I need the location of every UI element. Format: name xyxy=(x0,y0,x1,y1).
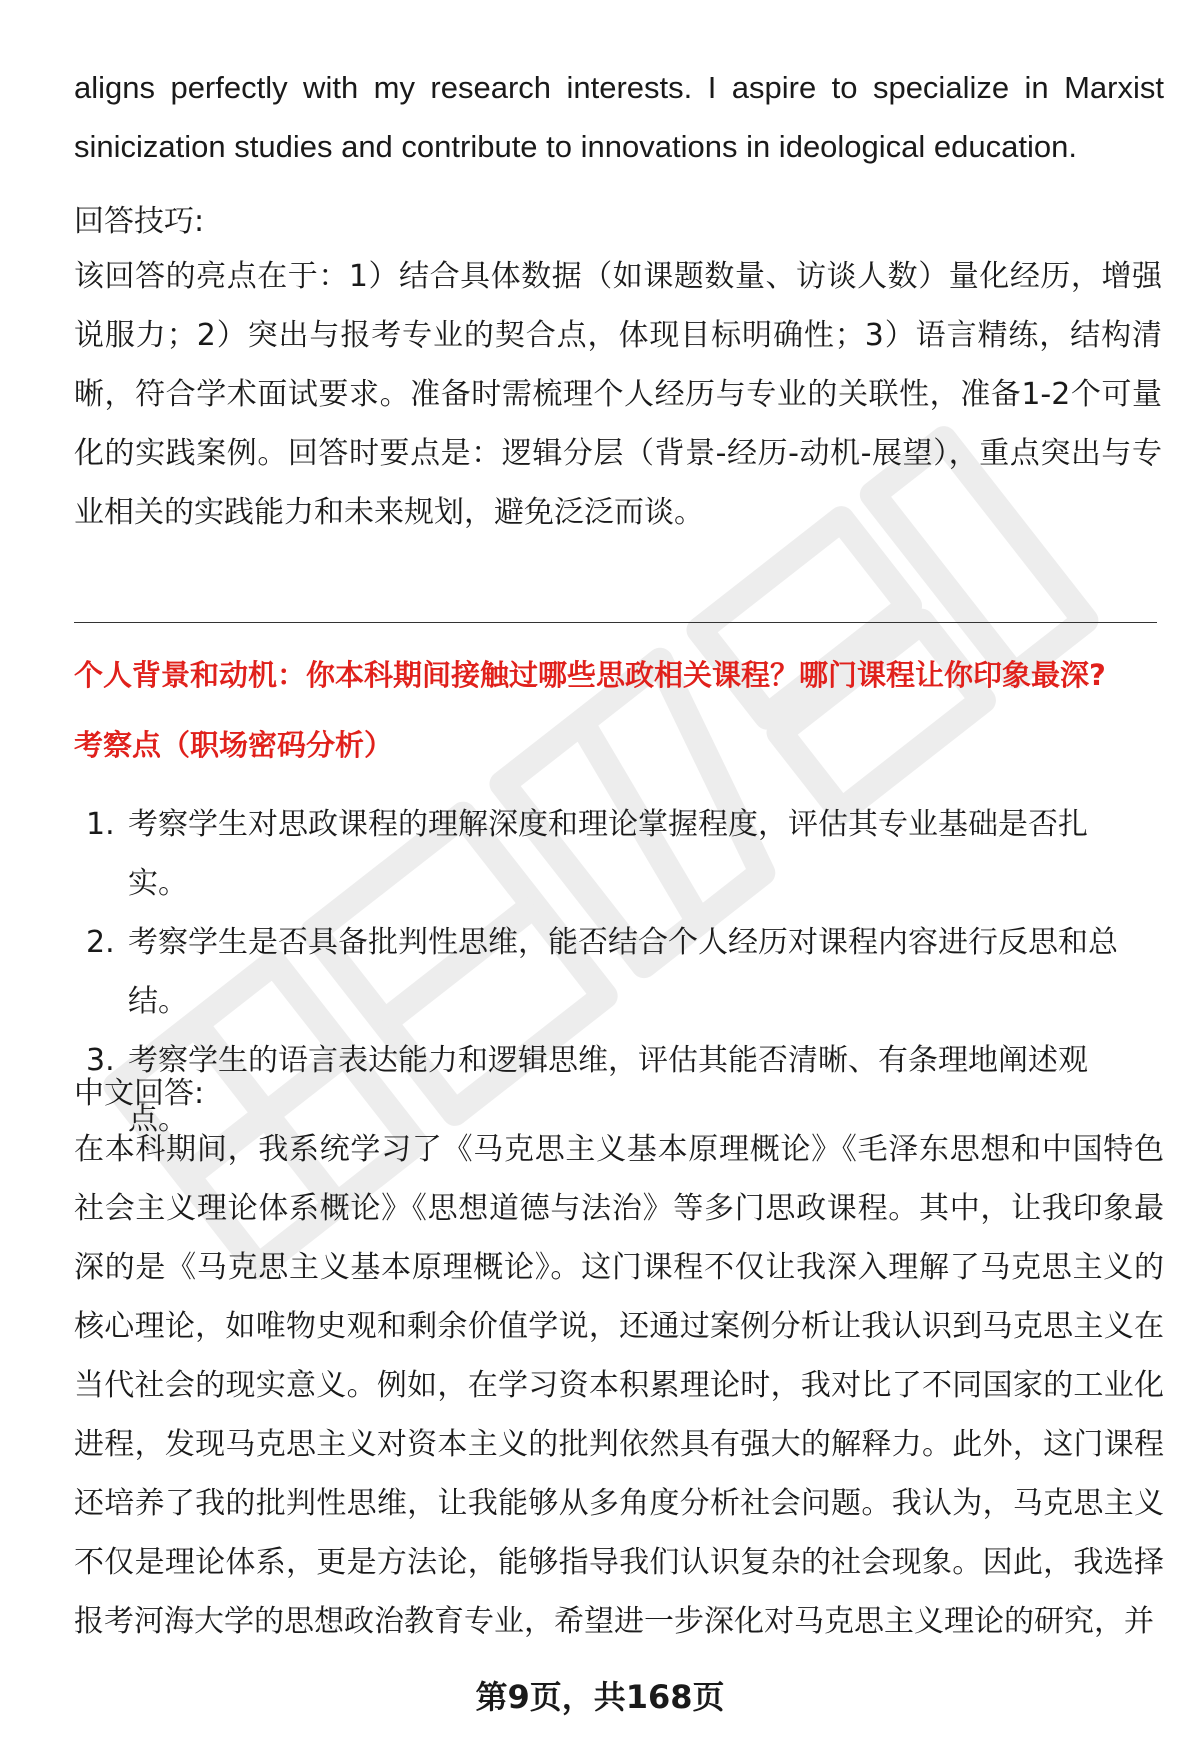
question-title: 个人背景和动机：你本科期间接触过哪些思政相关课程？哪门课程让你印象最深? xyxy=(74,658,1106,692)
intro-english-paragraph: aligns perfectly with my research interests. I aspire to specialize in Marxist sinicization studies and contribute to innovations in ideological education. xyxy=(74,70,1164,164)
list-item-number: 3. xyxy=(86,1043,115,1078)
page-number-footer: 第9页，共168页 xyxy=(475,1678,725,1716)
section-divider xyxy=(74,622,1157,623)
list-item xyxy=(74,795,1134,913)
answer-label: 中文回答: xyxy=(74,1076,205,1111)
list-item-text: 考察学生对思政课程的理解深度和理论掌握程度，评估其专业基础是否扎实。 xyxy=(128,807,1088,901)
list-item xyxy=(74,913,1134,1031)
list-item-number: 1. xyxy=(86,807,115,842)
answer-body: 在本科期间，我系统学习了《马克思主义基本原理概论》《毛泽东思想和中国特色社会主义理论体系概论》《思想道德与法治》等多门思政课程。其中，让我印象最深的是《马克思主义基本原理概论》。这门课程不仅让我深入理解了马克思主义的核心理论，如唯物史观和剩余价值学说，还通过案例分析让我认识到马克思主义在当代社会的现实意义。例如，在学习资本积累理论时，我对比了不同国家的工业化进程，发现马克思主义对资本主义的批判依然具有强大的解释力。此外，这门课程还培养了我的批判性思维，让我能够从多角度分析社会问题。我认为，马克思主义不仅是理论体系，更是方法论，能够指导我们认识复杂的社会现象。因此，我选择报考河海大学的思想政治教育专业，希望进一步深化对马克思主义理论的研究，并 xyxy=(74,1132,1164,1639)
tips-label: 回答技巧: xyxy=(74,204,205,239)
list-item-text: 考察学生是否具备批判性思维，能否结合个人经历对课程内容进行反思和总结。 xyxy=(128,925,1118,1019)
points-heading: 考察点（职场密码分析） xyxy=(74,728,394,762)
tips-body: 该回答的亮点在于：1）结合具体数据（如课题数量、访谈人数）量化经历，增强说服力；2）突出与报考专业的契合点，体现目标明确性；3）语言精练，结构清晰，符合学术面试要求。准备时需梳理个人经历与专业的关联性，准备1-2个可量化的实践案例。回答时要点是：逻辑分层（背景-经历-动机-展望），重点突出与专业相关的实践能力和未来规划，避免泛泛而谈。 xyxy=(74,259,1162,530)
points-list xyxy=(74,795,1134,1149)
list-item-text: 考察学生的语言表达能力和逻辑思维，评估其能否清晰、有条理地阐述观点。 xyxy=(128,1043,1088,1137)
list-item-number: 2. xyxy=(86,925,115,960)
